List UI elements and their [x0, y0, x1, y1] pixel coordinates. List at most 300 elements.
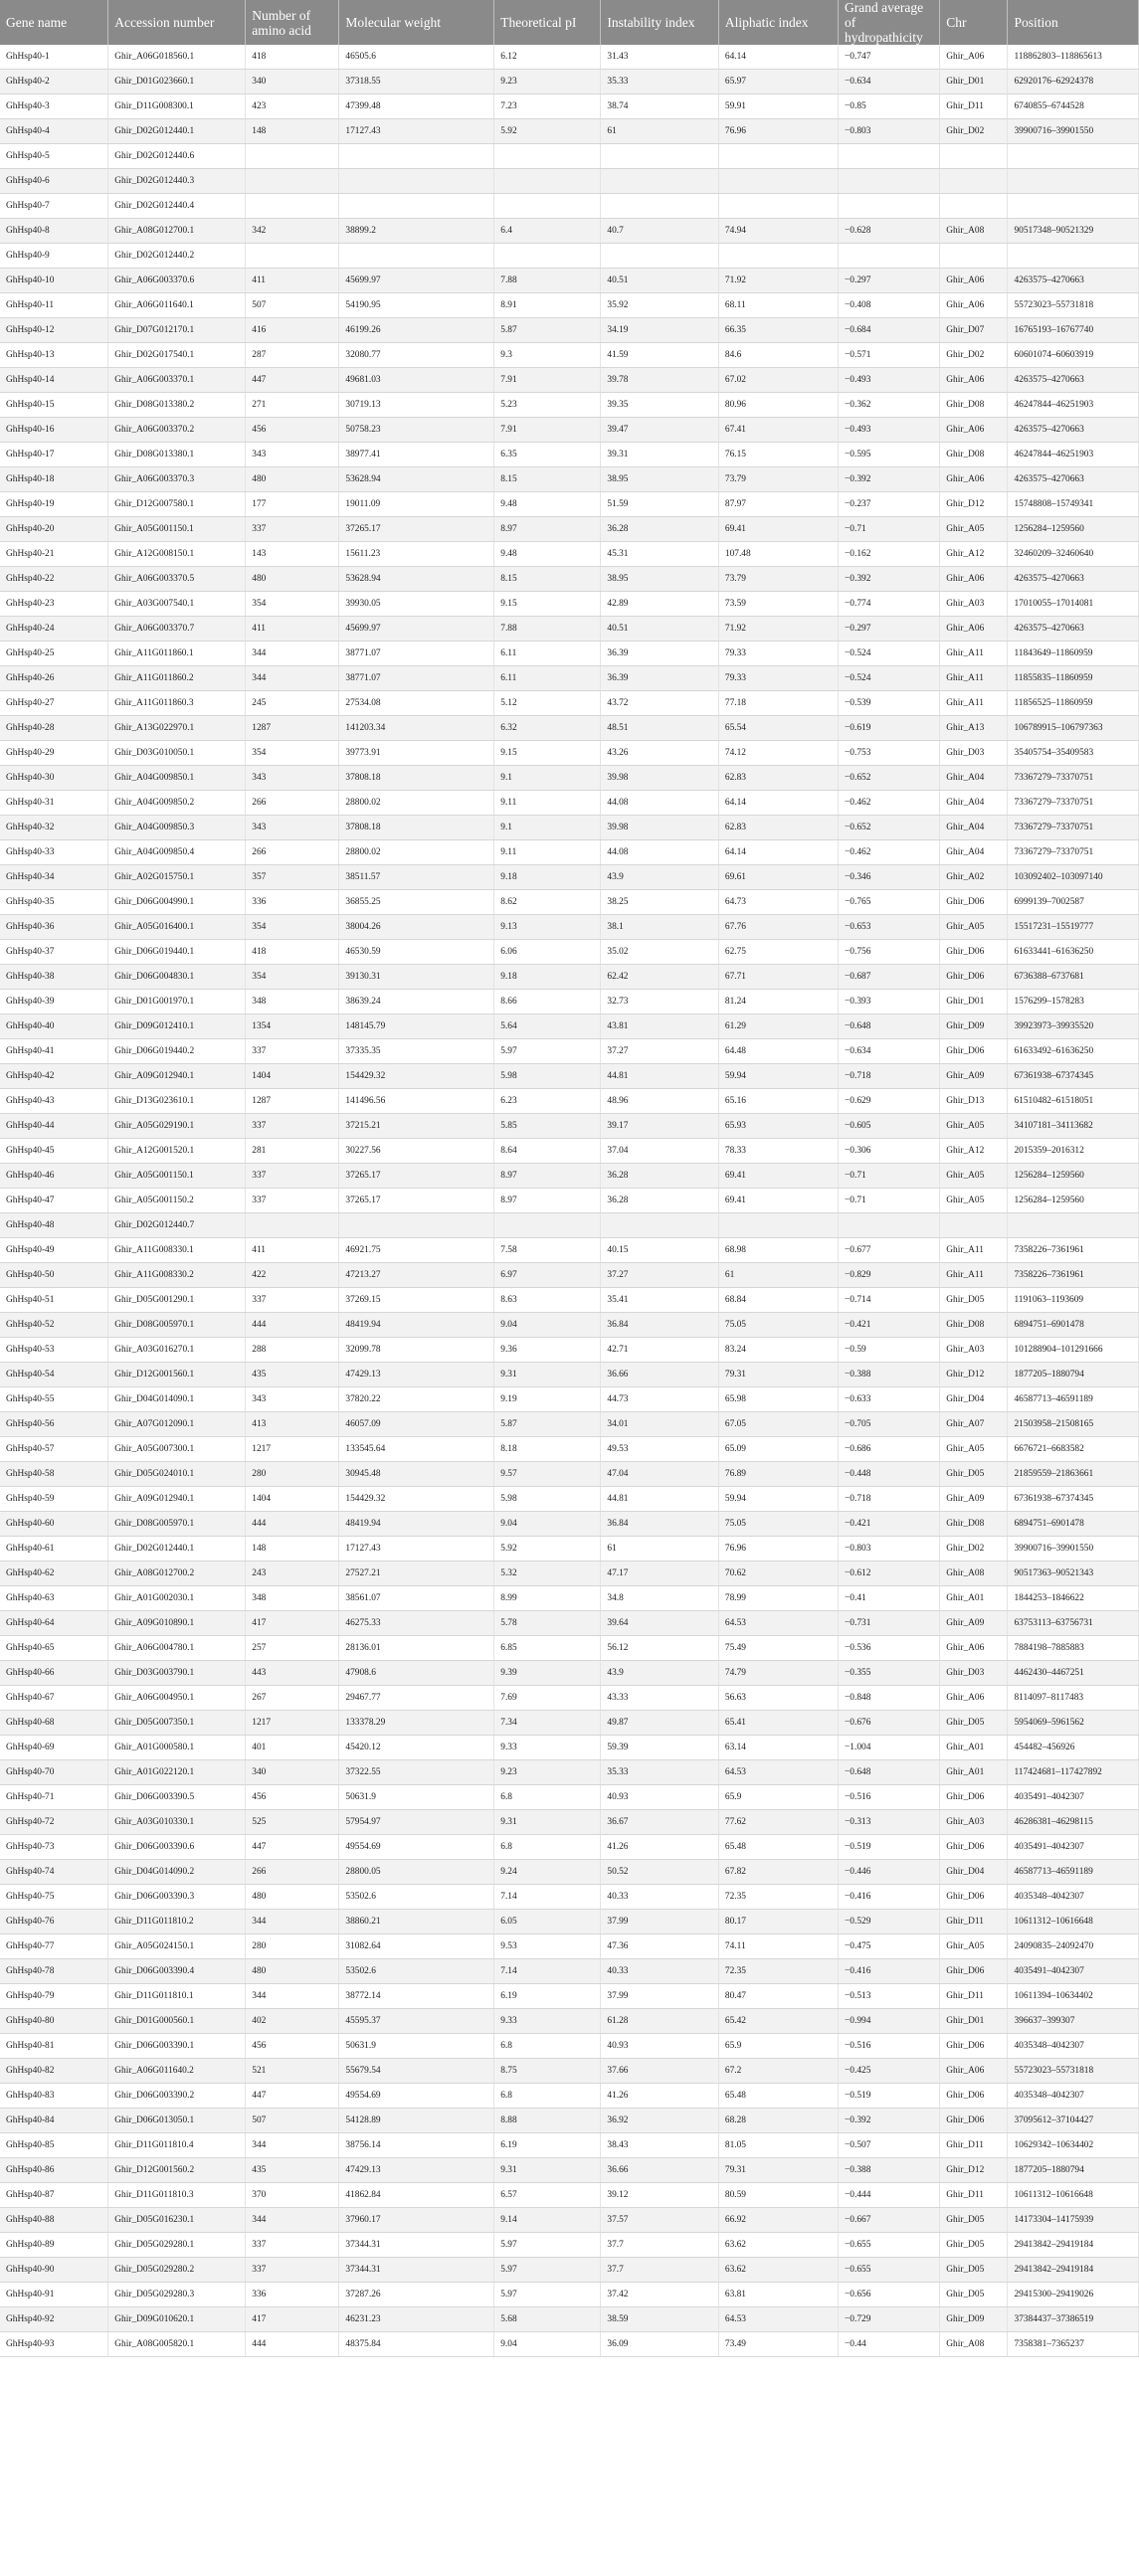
- amino-acid-count-cell: 344: [246, 1984, 339, 2009]
- theoretical-pi-cell: 9.1: [494, 816, 601, 840]
- gravy-cell: −0.756: [839, 940, 940, 965]
- table-row: [0, 94, 1139, 119]
- table-row: [0, 1736, 1139, 1760]
- accession-number-cell: Ghir_A05G029190.1: [108, 1114, 246, 1139]
- chr-cell: Ghir_A06: [940, 293, 1008, 318]
- gene-name-cell: GhHsp40-9: [0, 244, 108, 269]
- amino-acid-count-cell: 1404: [246, 1487, 339, 1512]
- instability-index-cell: 35.92: [601, 293, 719, 318]
- gene-name-cell: GhHsp40-11: [0, 293, 108, 318]
- gravy-cell: −0.392: [839, 2109, 940, 2133]
- accession-number-cell: Ghir_A09G010890.1: [108, 1611, 246, 1636]
- gene-name-cell: GhHsp40-60: [0, 1512, 108, 1537]
- accession-number-cell: Ghir_D02G012440.4: [108, 194, 246, 219]
- amino-acid-count-cell: 525: [246, 1810, 339, 1835]
- gravy-cell: −0.346: [839, 865, 940, 890]
- chr-cell: Ghir_A06: [940, 45, 1008, 70]
- instability-index-cell: 36.66: [601, 1363, 719, 1387]
- instability-index-cell: 36.28: [601, 517, 719, 542]
- gravy-cell: [839, 1213, 940, 1238]
- instability-index-cell: 39.98: [601, 766, 719, 791]
- gravy-cell: −0.524: [839, 666, 940, 691]
- chr-cell: Ghir_D04: [940, 1860, 1008, 1885]
- gene-name-cell: GhHsp40-77: [0, 1934, 108, 1959]
- gravy-cell: −0.648: [839, 1014, 940, 1039]
- table-row: [0, 2084, 1139, 2109]
- instability-index-cell: 38.95: [601, 467, 719, 492]
- position-cell: 24090835–24092470: [1008, 1934, 1139, 1959]
- aliphatic-index-cell: 67.02: [718, 368, 838, 393]
- gene-name-cell: GhHsp40-45: [0, 1139, 108, 1164]
- theoretical-pi-cell: 9.18: [494, 965, 601, 990]
- chr-cell: Ghir_D13: [940, 1089, 1008, 1114]
- position-cell: 103092402–103097140: [1008, 865, 1139, 890]
- amino-acid-count-cell: 418: [246, 45, 339, 70]
- instability-index-cell: 36.84: [601, 1512, 719, 1537]
- molecular-weight-cell: 46231.23: [339, 2307, 494, 2332]
- amino-acid-count-cell: 148: [246, 119, 339, 144]
- position-cell: 4035348–4042307: [1008, 1885, 1139, 1910]
- table-row: [0, 2009, 1139, 2034]
- position-cell: 21503958–21508165: [1008, 1412, 1139, 1437]
- gravy-cell: −0.747: [839, 45, 940, 70]
- accession-number-cell: Ghir_D01G001970.1: [108, 990, 246, 1014]
- aliphatic-index-cell: 67.41: [718, 418, 838, 443]
- instability-index-cell: 44.08: [601, 791, 719, 816]
- instability-index-cell: 38.95: [601, 567, 719, 592]
- instability-index-cell: 34.01: [601, 1412, 719, 1437]
- accession-number-cell: Ghir_D04G014090.1: [108, 1387, 246, 1412]
- aliphatic-index-cell: 63.62: [718, 2258, 838, 2283]
- theoretical-pi-cell: 9.33: [494, 1736, 601, 1760]
- molecular-weight-cell: 45420.12: [339, 1736, 494, 1760]
- accession-number-cell: Ghir_A06G003370.5: [108, 567, 246, 592]
- amino-acid-count-cell: 507: [246, 2109, 339, 2133]
- accession-number-cell: Ghir_A04G009850.4: [108, 840, 246, 865]
- instability-index-cell: 32.73: [601, 990, 719, 1014]
- table-row: [0, 1711, 1139, 1736]
- instability-index-cell: 43.9: [601, 865, 719, 890]
- gene-name-cell: GhHsp40-50: [0, 1263, 108, 1288]
- position-cell: 118862803–118865613: [1008, 45, 1139, 70]
- gravy-cell: −0.714: [839, 1288, 940, 1313]
- instability-index-cell: 44.81: [601, 1487, 719, 1512]
- theoretical-pi-cell: 5.98: [494, 1064, 601, 1089]
- instability-index-cell: 35.02: [601, 940, 719, 965]
- theoretical-pi-cell: 9.3: [494, 343, 601, 368]
- amino-acid-count-cell: 343: [246, 766, 339, 791]
- aliphatic-index-cell: 72.35: [718, 1959, 838, 1984]
- amino-acid-count-cell: 480: [246, 1885, 339, 1910]
- header-gene-name: Gene name: [0, 0, 108, 45]
- gravy-cell: −0.648: [839, 1760, 940, 1785]
- gene-name-cell: GhHsp40-67: [0, 1686, 108, 1711]
- aliphatic-index-cell: 107.48: [718, 542, 838, 567]
- theoretical-pi-cell: 9.04: [494, 1313, 601, 1338]
- instability-index-cell: 40.93: [601, 2034, 719, 2059]
- gravy-cell: −0.994: [839, 2009, 940, 2034]
- table-row: [0, 1910, 1139, 1934]
- instability-index-cell: 56.12: [601, 1636, 719, 1661]
- amino-acid-count-cell: 271: [246, 393, 339, 418]
- position-cell: 10629342–10634402: [1008, 2133, 1139, 2158]
- theoretical-pi-cell: 5.97: [494, 2233, 601, 2258]
- aliphatic-index-cell: 76.15: [718, 443, 838, 467]
- accession-number-cell: Ghir_D12G001560.1: [108, 1363, 246, 1387]
- gene-name-cell: GhHsp40-91: [0, 2283, 108, 2307]
- table-row: [0, 343, 1139, 368]
- gene-name-cell: GhHsp40-41: [0, 1039, 108, 1064]
- theoretical-pi-cell: 5.78: [494, 1611, 601, 1636]
- gravy-cell: −0.628: [839, 219, 940, 244]
- position-cell: 73367279–73370751: [1008, 840, 1139, 865]
- aliphatic-index-cell: 77.62: [718, 1810, 838, 1835]
- molecular-weight-cell: 50631.9: [339, 2034, 494, 2059]
- gene-name-cell: GhHsp40-54: [0, 1363, 108, 1387]
- instability-index-cell: 37.57: [601, 2208, 719, 2233]
- gene-name-cell: GhHsp40-39: [0, 990, 108, 1014]
- chr-cell: Ghir_A12: [940, 542, 1008, 567]
- position-cell: [1008, 244, 1139, 269]
- gene-name-cell: GhHsp40-12: [0, 318, 108, 343]
- gene-name-cell: GhHsp40-86: [0, 2158, 108, 2183]
- aliphatic-index-cell: 81.24: [718, 990, 838, 1014]
- table-row: [0, 1885, 1139, 1910]
- chr-cell: Ghir_A05: [940, 1189, 1008, 1213]
- instability-index-cell: 36.39: [601, 642, 719, 666]
- accession-number-cell: Ghir_A09G012940.1: [108, 1064, 246, 1089]
- table-row: [0, 542, 1139, 567]
- gravy-cell: −0.619: [839, 716, 940, 741]
- position-cell: 6999139–7002587: [1008, 890, 1139, 915]
- aliphatic-index-cell: 71.92: [718, 617, 838, 642]
- molecular-weight-cell: [339, 194, 494, 219]
- amino-acid-count-cell: 417: [246, 2307, 339, 2332]
- aliphatic-index-cell: 63.81: [718, 2283, 838, 2307]
- accession-number-cell: Ghir_D02G012440.6: [108, 144, 246, 169]
- position-cell: 61633441–61636250: [1008, 940, 1139, 965]
- amino-acid-count-cell: 354: [246, 965, 339, 990]
- chr-cell: Ghir_D08: [940, 1512, 1008, 1537]
- position-cell: 6894751–6901478: [1008, 1313, 1139, 1338]
- gene-name-cell: GhHsp40-80: [0, 2009, 108, 2034]
- position-cell: 7358381–7365237: [1008, 2332, 1139, 2357]
- gene-name-cell: GhHsp40-6: [0, 169, 108, 194]
- amino-acid-count-cell: 287: [246, 343, 339, 368]
- theoretical-pi-cell: 6.06: [494, 940, 601, 965]
- gene-name-cell: GhHsp40-65: [0, 1636, 108, 1661]
- table-row: [0, 592, 1139, 617]
- gravy-cell: −0.388: [839, 1363, 940, 1387]
- theoretical-pi-cell: 6.8: [494, 2084, 601, 2109]
- chr-cell: Ghir_A09: [940, 1064, 1008, 1089]
- gene-name-cell: GhHsp40-78: [0, 1959, 108, 1984]
- position-cell: 1191063–1193609: [1008, 1288, 1139, 1313]
- position-cell: 4462430–4467251: [1008, 1661, 1139, 1686]
- molecular-weight-cell: 154429.32: [339, 1064, 494, 1089]
- gene-name-cell: GhHsp40-16: [0, 418, 108, 443]
- position-cell: 17010055–17014081: [1008, 592, 1139, 617]
- position-cell: [1008, 144, 1139, 169]
- accession-number-cell: Ghir_A12G001520.1: [108, 1139, 246, 1164]
- accession-number-cell: Ghir_D06G004990.1: [108, 890, 246, 915]
- table-row: [0, 443, 1139, 467]
- table-row: [0, 269, 1139, 293]
- accession-number-cell: Ghir_A06G004950.1: [108, 1686, 246, 1711]
- aliphatic-index-cell: 78.33: [718, 1139, 838, 1164]
- gene-name-cell: GhHsp40-22: [0, 567, 108, 592]
- aliphatic-index-cell: 68.84: [718, 1288, 838, 1313]
- theoretical-pi-cell: 6.32: [494, 716, 601, 741]
- chr-cell: Ghir_D01: [940, 2009, 1008, 2034]
- position-cell: 32460209–32460640: [1008, 542, 1139, 567]
- accession-number-cell: Ghir_A08G012700.2: [108, 1562, 246, 1586]
- theoretical-pi-cell: 6.05: [494, 1910, 601, 1934]
- chr-cell: Ghir_D01: [940, 990, 1008, 1014]
- accession-number-cell: Ghir_A03G007540.1: [108, 592, 246, 617]
- gene-name-cell: GhHsp40-47: [0, 1189, 108, 1213]
- theoretical-pi-cell: 8.97: [494, 1164, 601, 1189]
- amino-acid-count-cell: 280: [246, 1934, 339, 1959]
- amino-acid-count-cell: 401: [246, 1736, 339, 1760]
- table-row: [0, 1288, 1139, 1313]
- position-cell: 39900716–39901550: [1008, 119, 1139, 144]
- gravy-cell: −0.729: [839, 2307, 940, 2332]
- accession-number-cell: Ghir_D08G013380.2: [108, 393, 246, 418]
- table-row: [0, 517, 1139, 542]
- theoretical-pi-cell: 9.19: [494, 1387, 601, 1412]
- table-row: [0, 1014, 1139, 1039]
- chr-cell: Ghir_A03: [940, 592, 1008, 617]
- chr-cell: Ghir_D06: [940, 1785, 1008, 1810]
- amino-acid-count-cell: 444: [246, 1313, 339, 1338]
- aliphatic-index-cell: 72.35: [718, 1885, 838, 1910]
- theoretical-pi-cell: [494, 244, 601, 269]
- table-row: [0, 567, 1139, 592]
- gravy-cell: −0.803: [839, 1537, 940, 1562]
- chr-cell: Ghir_A05: [940, 1437, 1008, 1462]
- chr-cell: Ghir_D06: [940, 965, 1008, 990]
- instability-index-cell: 49.87: [601, 1711, 719, 1736]
- gene-name-cell: GhHsp40-85: [0, 2133, 108, 2158]
- chr-cell: Ghir_A11: [940, 1263, 1008, 1288]
- gravy-cell: −0.677: [839, 1238, 940, 1263]
- accession-number-cell: Ghir_D06G003390.5: [108, 1785, 246, 1810]
- instability-index-cell: 37.42: [601, 2283, 719, 2307]
- aliphatic-index-cell: 67.71: [718, 965, 838, 990]
- molecular-weight-cell: 39130.31: [339, 965, 494, 990]
- molecular-weight-cell: 37344.31: [339, 2233, 494, 2258]
- header-chr: Chr: [940, 0, 1008, 45]
- theoretical-pi-cell: 8.63: [494, 1288, 601, 1313]
- header-position: Position: [1008, 0, 1139, 45]
- amino-acid-count-cell: 348: [246, 990, 339, 1014]
- header-grand-average-hydropathicity: Grand average of hydropathicity: [839, 0, 940, 45]
- molecular-weight-cell: 45699.97: [339, 617, 494, 642]
- accession-number-cell: Ghir_A11G011860.3: [108, 691, 246, 716]
- theoretical-pi-cell: 5.97: [494, 2258, 601, 2283]
- gene-name-cell: GhHsp40-81: [0, 2034, 108, 2059]
- gene-name-cell: GhHsp40-43: [0, 1089, 108, 1114]
- instability-index-cell: 37.7: [601, 2233, 719, 2258]
- amino-acid-count-cell: 370: [246, 2183, 339, 2208]
- accession-number-cell: Ghir_A04G009850.1: [108, 766, 246, 791]
- chr-cell: Ghir_A09: [940, 1611, 1008, 1636]
- instability-index-cell: 47.04: [601, 1462, 719, 1487]
- molecular-weight-cell: 38977.41: [339, 443, 494, 467]
- instability-index-cell: 40.33: [601, 1959, 719, 1984]
- position-cell: 46587713–46591189: [1008, 1387, 1139, 1412]
- molecular-weight-cell: 32099.78: [339, 1338, 494, 1363]
- theoretical-pi-cell: [494, 194, 601, 219]
- gene-name-cell: GhHsp40-2: [0, 70, 108, 94]
- gravy-cell: −0.516: [839, 1785, 940, 1810]
- molecular-weight-cell: 46921.75: [339, 1238, 494, 1263]
- amino-acid-count-cell: 280: [246, 1462, 339, 1487]
- molecular-weight-cell: 38899.2: [339, 219, 494, 244]
- aliphatic-index-cell: [718, 244, 838, 269]
- gene-name-cell: GhHsp40-28: [0, 716, 108, 741]
- gravy-cell: −0.684: [839, 318, 940, 343]
- chr-cell: Ghir_D05: [940, 1711, 1008, 1736]
- instability-index-cell: 36.67: [601, 1810, 719, 1835]
- accession-number-cell: Ghir_A11G008330.1: [108, 1238, 246, 1263]
- molecular-weight-cell: 30719.13: [339, 393, 494, 418]
- amino-acid-count-cell: 336: [246, 890, 339, 915]
- table-row: [0, 1661, 1139, 1686]
- position-cell: 39923973–39935520: [1008, 1014, 1139, 1039]
- chr-cell: Ghir_A13: [940, 716, 1008, 741]
- gravy-cell: −0.687: [839, 965, 940, 990]
- gravy-cell: −0.313: [839, 1810, 940, 1835]
- aliphatic-index-cell: 63.62: [718, 2233, 838, 2258]
- instability-index-cell: 39.17: [601, 1114, 719, 1139]
- gene-name-cell: GhHsp40-35: [0, 890, 108, 915]
- gene-name-cell: GhHsp40-1: [0, 45, 108, 70]
- instability-index-cell: 61: [601, 1537, 719, 1562]
- amino-acid-count-cell: 337: [246, 1164, 339, 1189]
- gravy-cell: −0.421: [839, 1313, 940, 1338]
- molecular-weight-cell: 133378.29: [339, 1711, 494, 1736]
- aliphatic-index-cell: 67.2: [718, 2059, 838, 2084]
- theoretical-pi-cell: 5.92: [494, 1537, 601, 1562]
- gene-name-cell: GhHsp40-32: [0, 816, 108, 840]
- position-cell: 61633492–61636250: [1008, 1039, 1139, 1064]
- accession-number-cell: Ghir_D09G012410.1: [108, 1014, 246, 1039]
- aliphatic-index-cell: 64.14: [718, 45, 838, 70]
- chr-cell: Ghir_D01: [940, 70, 1008, 94]
- theoretical-pi-cell: 7.88: [494, 617, 601, 642]
- accession-number-cell: Ghir_D11G011810.4: [108, 2133, 246, 2158]
- molecular-weight-cell: 48375.84: [339, 2332, 494, 2357]
- amino-acid-count-cell: 422: [246, 1263, 339, 1288]
- molecular-weight-cell: 38771.07: [339, 642, 494, 666]
- chr-cell: Ghir_D12: [940, 1363, 1008, 1387]
- gravy-cell: −0.237: [839, 492, 940, 517]
- chr-cell: Ghir_A11: [940, 1238, 1008, 1263]
- chr-cell: Ghir_A08: [940, 2332, 1008, 2357]
- gravy-cell: −0.297: [839, 617, 940, 642]
- aliphatic-index-cell: 80.47: [718, 1984, 838, 2009]
- theoretical-pi-cell: 9.13: [494, 915, 601, 940]
- molecular-weight-cell: 49554.69: [339, 2084, 494, 2109]
- theoretical-pi-cell: 9.11: [494, 840, 601, 865]
- instability-index-cell: 44.81: [601, 1064, 719, 1089]
- position-cell: 6736388–6737681: [1008, 965, 1139, 990]
- molecular-weight-cell: 38771.07: [339, 666, 494, 691]
- accession-number-cell: Ghir_A05G001150.1: [108, 1164, 246, 1189]
- accession-number-cell: Ghir_A03G010330.1: [108, 1810, 246, 1835]
- gravy-cell: −0.686: [839, 1437, 940, 1462]
- aliphatic-index-cell: 79.33: [718, 642, 838, 666]
- position-cell: 10611312–10616648: [1008, 2183, 1139, 2208]
- chr-cell: Ghir_A05: [940, 915, 1008, 940]
- theoretical-pi-cell: 7.69: [494, 1686, 601, 1711]
- theoretical-pi-cell: 9.31: [494, 1363, 601, 1387]
- amino-acid-count-cell: 456: [246, 418, 339, 443]
- accession-number-cell: Ghir_A04G009850.2: [108, 791, 246, 816]
- position-cell: [1008, 1213, 1139, 1238]
- theoretical-pi-cell: 8.91: [494, 293, 601, 318]
- position-cell: 117424681–117427892: [1008, 1760, 1139, 1785]
- molecular-weight-cell: 38860.21: [339, 1910, 494, 1934]
- aliphatic-index-cell: 65.9: [718, 2034, 838, 2059]
- gravy-cell: −0.71: [839, 1164, 940, 1189]
- amino-acid-count-cell: 343: [246, 443, 339, 467]
- accession-number-cell: Ghir_D11G008300.1: [108, 94, 246, 119]
- aliphatic-index-cell: 73.49: [718, 2332, 838, 2357]
- aliphatic-index-cell: 67.76: [718, 915, 838, 940]
- instability-index-cell: 36.39: [601, 666, 719, 691]
- table-row: [0, 318, 1139, 343]
- molecular-weight-cell: 37820.22: [339, 1387, 494, 1412]
- table-row: [0, 418, 1139, 443]
- instability-index-cell: 37.99: [601, 1984, 719, 2009]
- theoretical-pi-cell: 9.53: [494, 1934, 601, 1959]
- header-theoretical-pi: Theoretical pI: [494, 0, 601, 45]
- molecular-weight-cell: 46275.33: [339, 1611, 494, 1636]
- instability-index-cell: 39.47: [601, 418, 719, 443]
- table-row: [0, 816, 1139, 840]
- position-cell: 4035491–4042307: [1008, 1785, 1139, 1810]
- position-cell: 1576299–1578283: [1008, 990, 1139, 1014]
- aliphatic-index-cell: 77.18: [718, 691, 838, 716]
- accession-number-cell: Ghir_D05G029280.3: [108, 2283, 246, 2307]
- position-cell: 46247844–46251903: [1008, 393, 1139, 418]
- gravy-cell: −0.655: [839, 2258, 940, 2283]
- aliphatic-index-cell: 65.97: [718, 70, 838, 94]
- chr-cell: Ghir_A11: [940, 666, 1008, 691]
- molecular-weight-cell: 37344.31: [339, 2258, 494, 2283]
- chr-cell: Ghir_D09: [940, 2307, 1008, 2332]
- theoretical-pi-cell: 9.48: [494, 492, 601, 517]
- molecular-weight-cell: [339, 144, 494, 169]
- theoretical-pi-cell: 7.88: [494, 269, 601, 293]
- molecular-weight-cell: 148145.79: [339, 1014, 494, 1039]
- amino-acid-count-cell: 521: [246, 2059, 339, 2084]
- aliphatic-index-cell: [718, 144, 838, 169]
- position-cell: 34107181–34113682: [1008, 1114, 1139, 1139]
- aliphatic-index-cell: 76.96: [718, 119, 838, 144]
- instability-index-cell: 34.8: [601, 1586, 719, 1611]
- chr-cell: Ghir_D06: [940, 2034, 1008, 2059]
- amino-acid-count-cell: [246, 244, 339, 269]
- amino-acid-count-cell: 423: [246, 94, 339, 119]
- molecular-weight-cell: 50758.23: [339, 418, 494, 443]
- aliphatic-index-cell: 69.41: [718, 1189, 838, 1213]
- theoretical-pi-cell: 5.92: [494, 119, 601, 144]
- theoretical-pi-cell: 8.15: [494, 567, 601, 592]
